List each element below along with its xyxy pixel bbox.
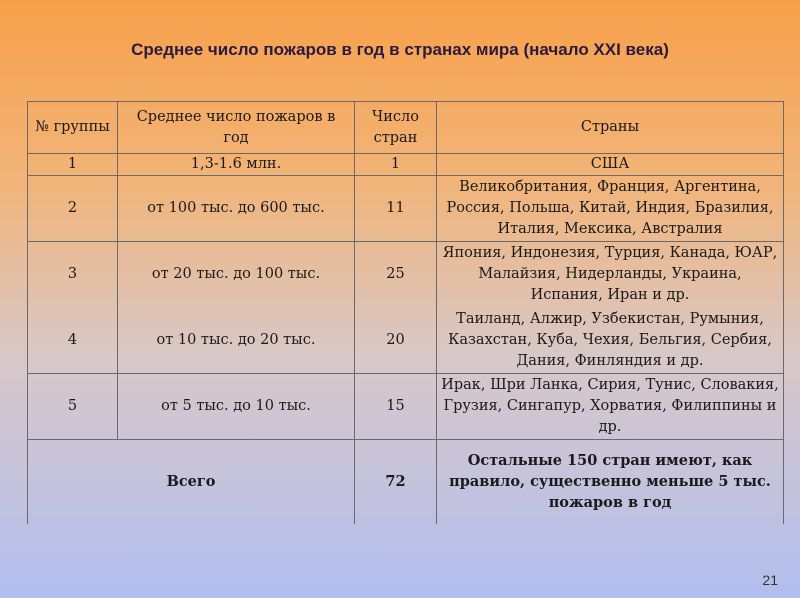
page-number: 21 [762,572,778,588]
table-row [28,374,784,440]
cell-count: 20 [355,308,437,374]
table-total-row [28,440,784,524]
cell-group: 4 [28,308,118,374]
cell-fires: от 100 тыс. до 600 тыс. [118,176,355,242]
cell-countries: Таиланд, Алжир, Узбекистан, Румыния, Казахстан, Куба, Чехия, Бельгия, Сербия, Дания, Финляндия и др. [437,308,784,374]
cell-countries: Япония, Индонезия, Турция, Канада, ЮАР, Малайзия, Нидерланды, Украина, Испания, Иран и др. [437,242,784,308]
cell-fires: от 10 тыс. до 20 тыс. [118,308,355,374]
table-row [28,308,784,374]
cell-group: 3 [28,242,118,308]
table-row [28,176,784,242]
cell-countries: Великобритания, Франция, Аргентина, Россия, Польша, Китай, Индия, Бразилия, Италия, Мексика, Австралия [437,176,784,242]
slide-title: Среднее число пожаров в год в странах мира (начало XXI века) [131,40,669,59]
cell-countries: Ирак, Шри Ланка, Сирия, Тунис, Словакия, Грузия, Сингапур, Хорватия, Филиппины и др. [437,374,784,440]
total-label: Всего [28,440,355,524]
cell-group: 2 [28,176,118,242]
total-note: Остальные 150 стран имеют, как правило, существенно меньше 5 тыс. пожаров в год [437,440,784,524]
cell-fires: от 20 тыс. до 100 тыс. [118,242,355,308]
header-countries: Страны [437,102,784,154]
cell-fires: от 5 тыс. до 10 тыс. [118,374,355,440]
header-count: Число стран [355,102,437,154]
header-group: № группы [28,102,118,154]
cell-fires: 1,3-1.6 млн. [118,154,355,176]
cell-group: 1 [28,154,118,176]
fires-table [27,101,784,524]
cell-count: 1 [355,154,437,176]
cell-count: 15 [355,374,437,440]
header-fires: Среднее число пожаров в год [118,102,355,154]
table-row [28,242,784,308]
cell-countries: США [437,154,784,176]
table-row [28,154,784,176]
cell-count: 11 [355,176,437,242]
cell-count: 25 [355,242,437,308]
table-header-row [28,102,784,154]
total-count: 72 [355,440,437,524]
cell-group: 5 [28,374,118,440]
